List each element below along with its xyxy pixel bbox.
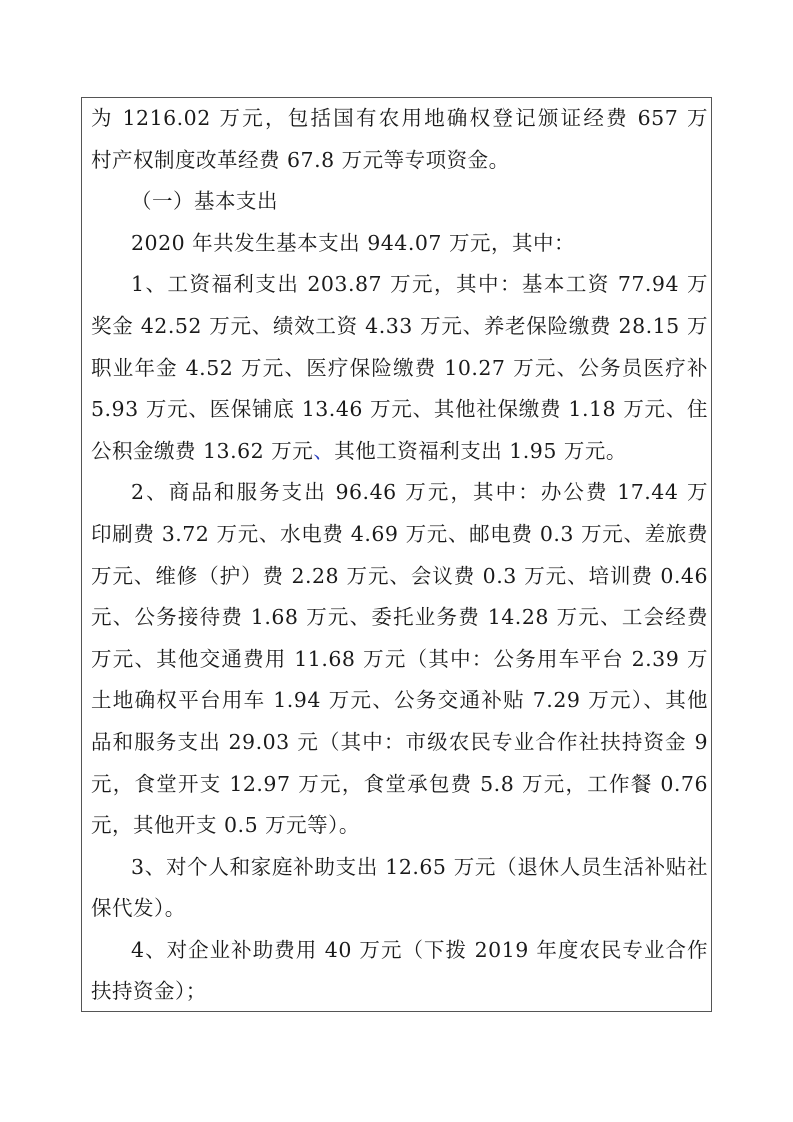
text-line: 土地确权平台用车 1.94 万元、公务交通补贴 7.29 万元）、其他: [91, 688, 708, 713]
text-line: 保代发）。: [91, 896, 186, 921]
text-line: 万元、维修（护）费 2.28 万元、会议费 0.3 万元、培训费 0.46: [91, 563, 708, 588]
text-line: 元、公务接待费 1.68 万元、委托业务费 14.28 万元、工会经费: [91, 605, 708, 630]
document-body: [91, 98, 708, 1013]
text-line: 品和服务支出 29.03 元（其中：市级农民专业合作社扶持资金 9: [91, 729, 708, 754]
text-line: 职业年金 4.52 万元、医疗保险缴费 10.27 万元、公务员医疗补: [91, 355, 708, 380]
text-line: 3、对个人和家庭补助支出 12.65 万元（退休人员生活补贴社: [131, 854, 708, 879]
text-line: 2020 年共发生基本支出 944.07 万元，其中：: [131, 230, 575, 255]
text-line: 1、工资福利支出 203.87 万元，其中：基本工资 77.94 万: [131, 272, 708, 297]
text-line: 印刷费 3.72 万元、水电费 4.69 万元、邮电费 0.3 万元、差旅费: [91, 521, 708, 546]
text-line: 元，其他开支 0.5 万元等）。: [91, 813, 360, 838]
text-line: 5.93 万元、医保铺底 13.46 万元、其他社保缴费 1.18 万元、住: [91, 397, 708, 422]
text-line: 村产权制度改革经费 67.8 万元等专项资金。: [91, 147, 510, 172]
text-line: 2、商品和服务支出 96.46 万元，其中：办公费 17.44 万: [131, 480, 708, 505]
text-line: [91, 431, 708, 473]
text-segment: 公积金缴费 13.62 万元: [91, 438, 314, 463]
text-line: 元，食堂开支 12.97 万元，食堂承包费 5.8 万元，工作餐 0.76: [91, 771, 708, 796]
text-line: 奖金 42.52 万元、绩效工资 4.33 万元、养老保险缴费 28.15 万: [91, 313, 708, 338]
text-line: 4、对企业补助费用 40 万元（下拨 2019 年度农民专业合作: [131, 937, 708, 962]
text-segment: 其他工资福利支出 1.95 万元。: [334, 438, 627, 463]
text-line: 为 1216.02 万元，包括国有农用地确权登记颁证经费 657 万: [91, 106, 708, 130]
highlighted-separator: 、: [313, 438, 335, 463]
text-line: 万元、其他交通费用 11.68 万元（其中：公务用车平台 2.39 万: [91, 646, 708, 671]
text-line: 扶持资金）；: [91, 979, 207, 1004]
section-heading: （一）基本支出: [131, 189, 278, 214]
